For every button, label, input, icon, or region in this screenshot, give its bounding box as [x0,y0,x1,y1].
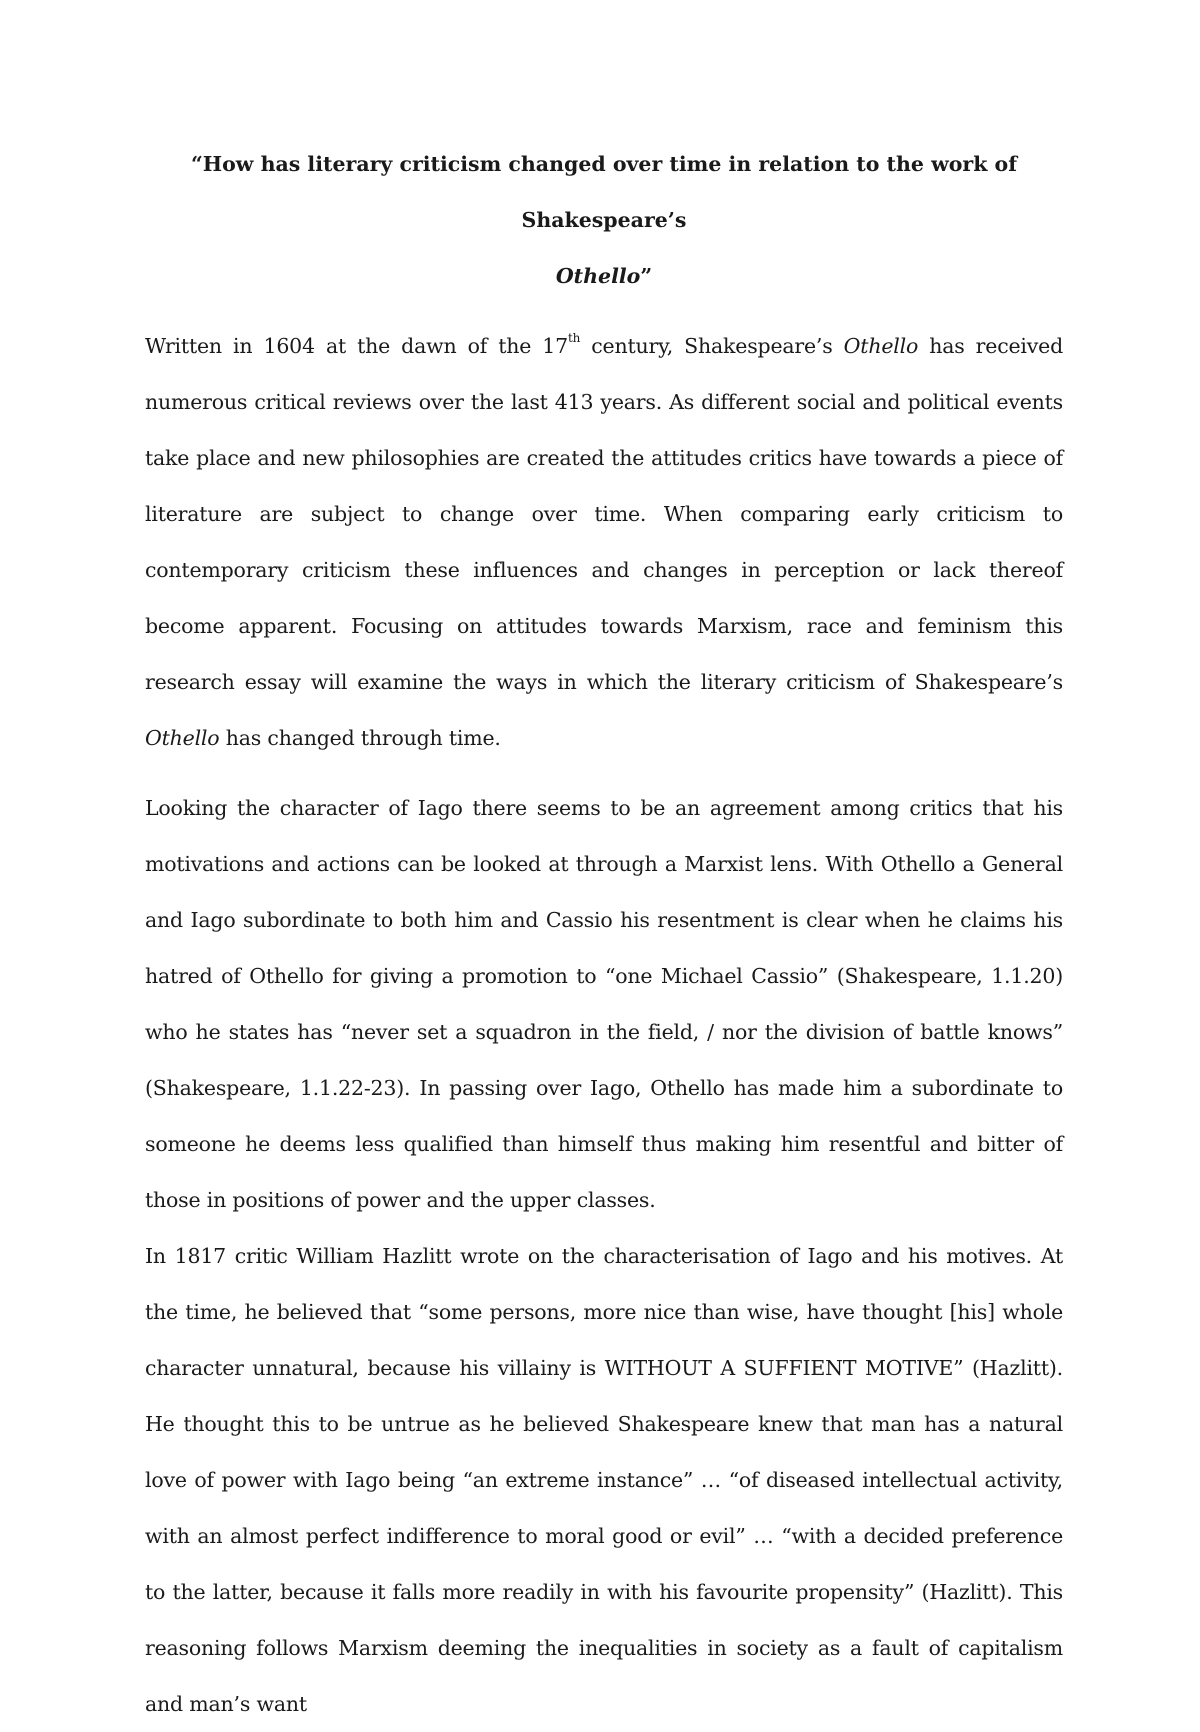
essay-title [145,136,1063,304]
title-closing-quote: ” [640,264,653,288]
italic-work-title: Othello [843,334,919,358]
title-italic-work: Othello [555,264,641,288]
paragraph-text: Written in 1604 at the dawn of the 17 [145,334,568,358]
paragraph-introduction [145,318,1063,766]
paragraph-iago-marxism: Looking the character of Iago there seems to be an agreement among critics that his motivations and actions can be looked at through a Marxist lens. With Othello a General and Iago subordinate to both him and Cassio his resentment is clear when he claims his hatred of Othello for giving a promotion to “one Michael Cassio” (Shakespeare, 1.1.20) who he states has “never set a squadron in the field, / nor the division of battle knows” (Shakespeare, 1.1.22-23). In passing over Iago, Othello has made him a subordinate to someone he deems less qualified than himself thus making him resentful and bitter of those in positions of power and the upper classes. [145,796,1063,1212]
paragraph-hazlitt: In 1817 critic William Hazlitt wrote on the characterisation of Iago and his motives. At the time, he believed that “some persons, more nice than wise, have thought [his] whole character unnatural, because his villainy is WITHOUT A SUFFIENT MOTIVE” (Hazlitt). He thought this to be untrue as he believed Shakespeare knew that man has a natural love of power with Iago being “an extreme instance” … “of diseased intellectual activity, with an almost perfect indifference to moral good or evil” … “with a decided preference to the latter, because it falls more readily in with his favourite propensity” (Hazlitt). This reasoning follows Marxism deeming the inequalities in society as a fault of capitalism and man’s want [145,1244,1063,1716]
title-line-1: “How has literary criticism changed over time in relation to the work of Shakespeare’s [190,152,1018,232]
paragraph-text: has received numerous critical reviews over the last 413 years. As different social and political events take place and new philosophies are created the attitudes critics have towards a piece of literature are subject to change over time. When comparing early criticism to contemporary criticism these influences and changes in perception or lack thereof become apparent. Focusing on attitudes towards Marxism, race and feminism this research essay will examine the ways in which the literary criticism of Shakespeare’s [145,334,1063,694]
paragraph-text: has changed through time. [219,726,501,750]
italic-work-title: Othello [145,726,220,750]
ordinal-superscript: th [567,331,581,346]
paragraph-text: century, Shakespeare’s [580,334,844,358]
document-body [145,136,1063,1732]
